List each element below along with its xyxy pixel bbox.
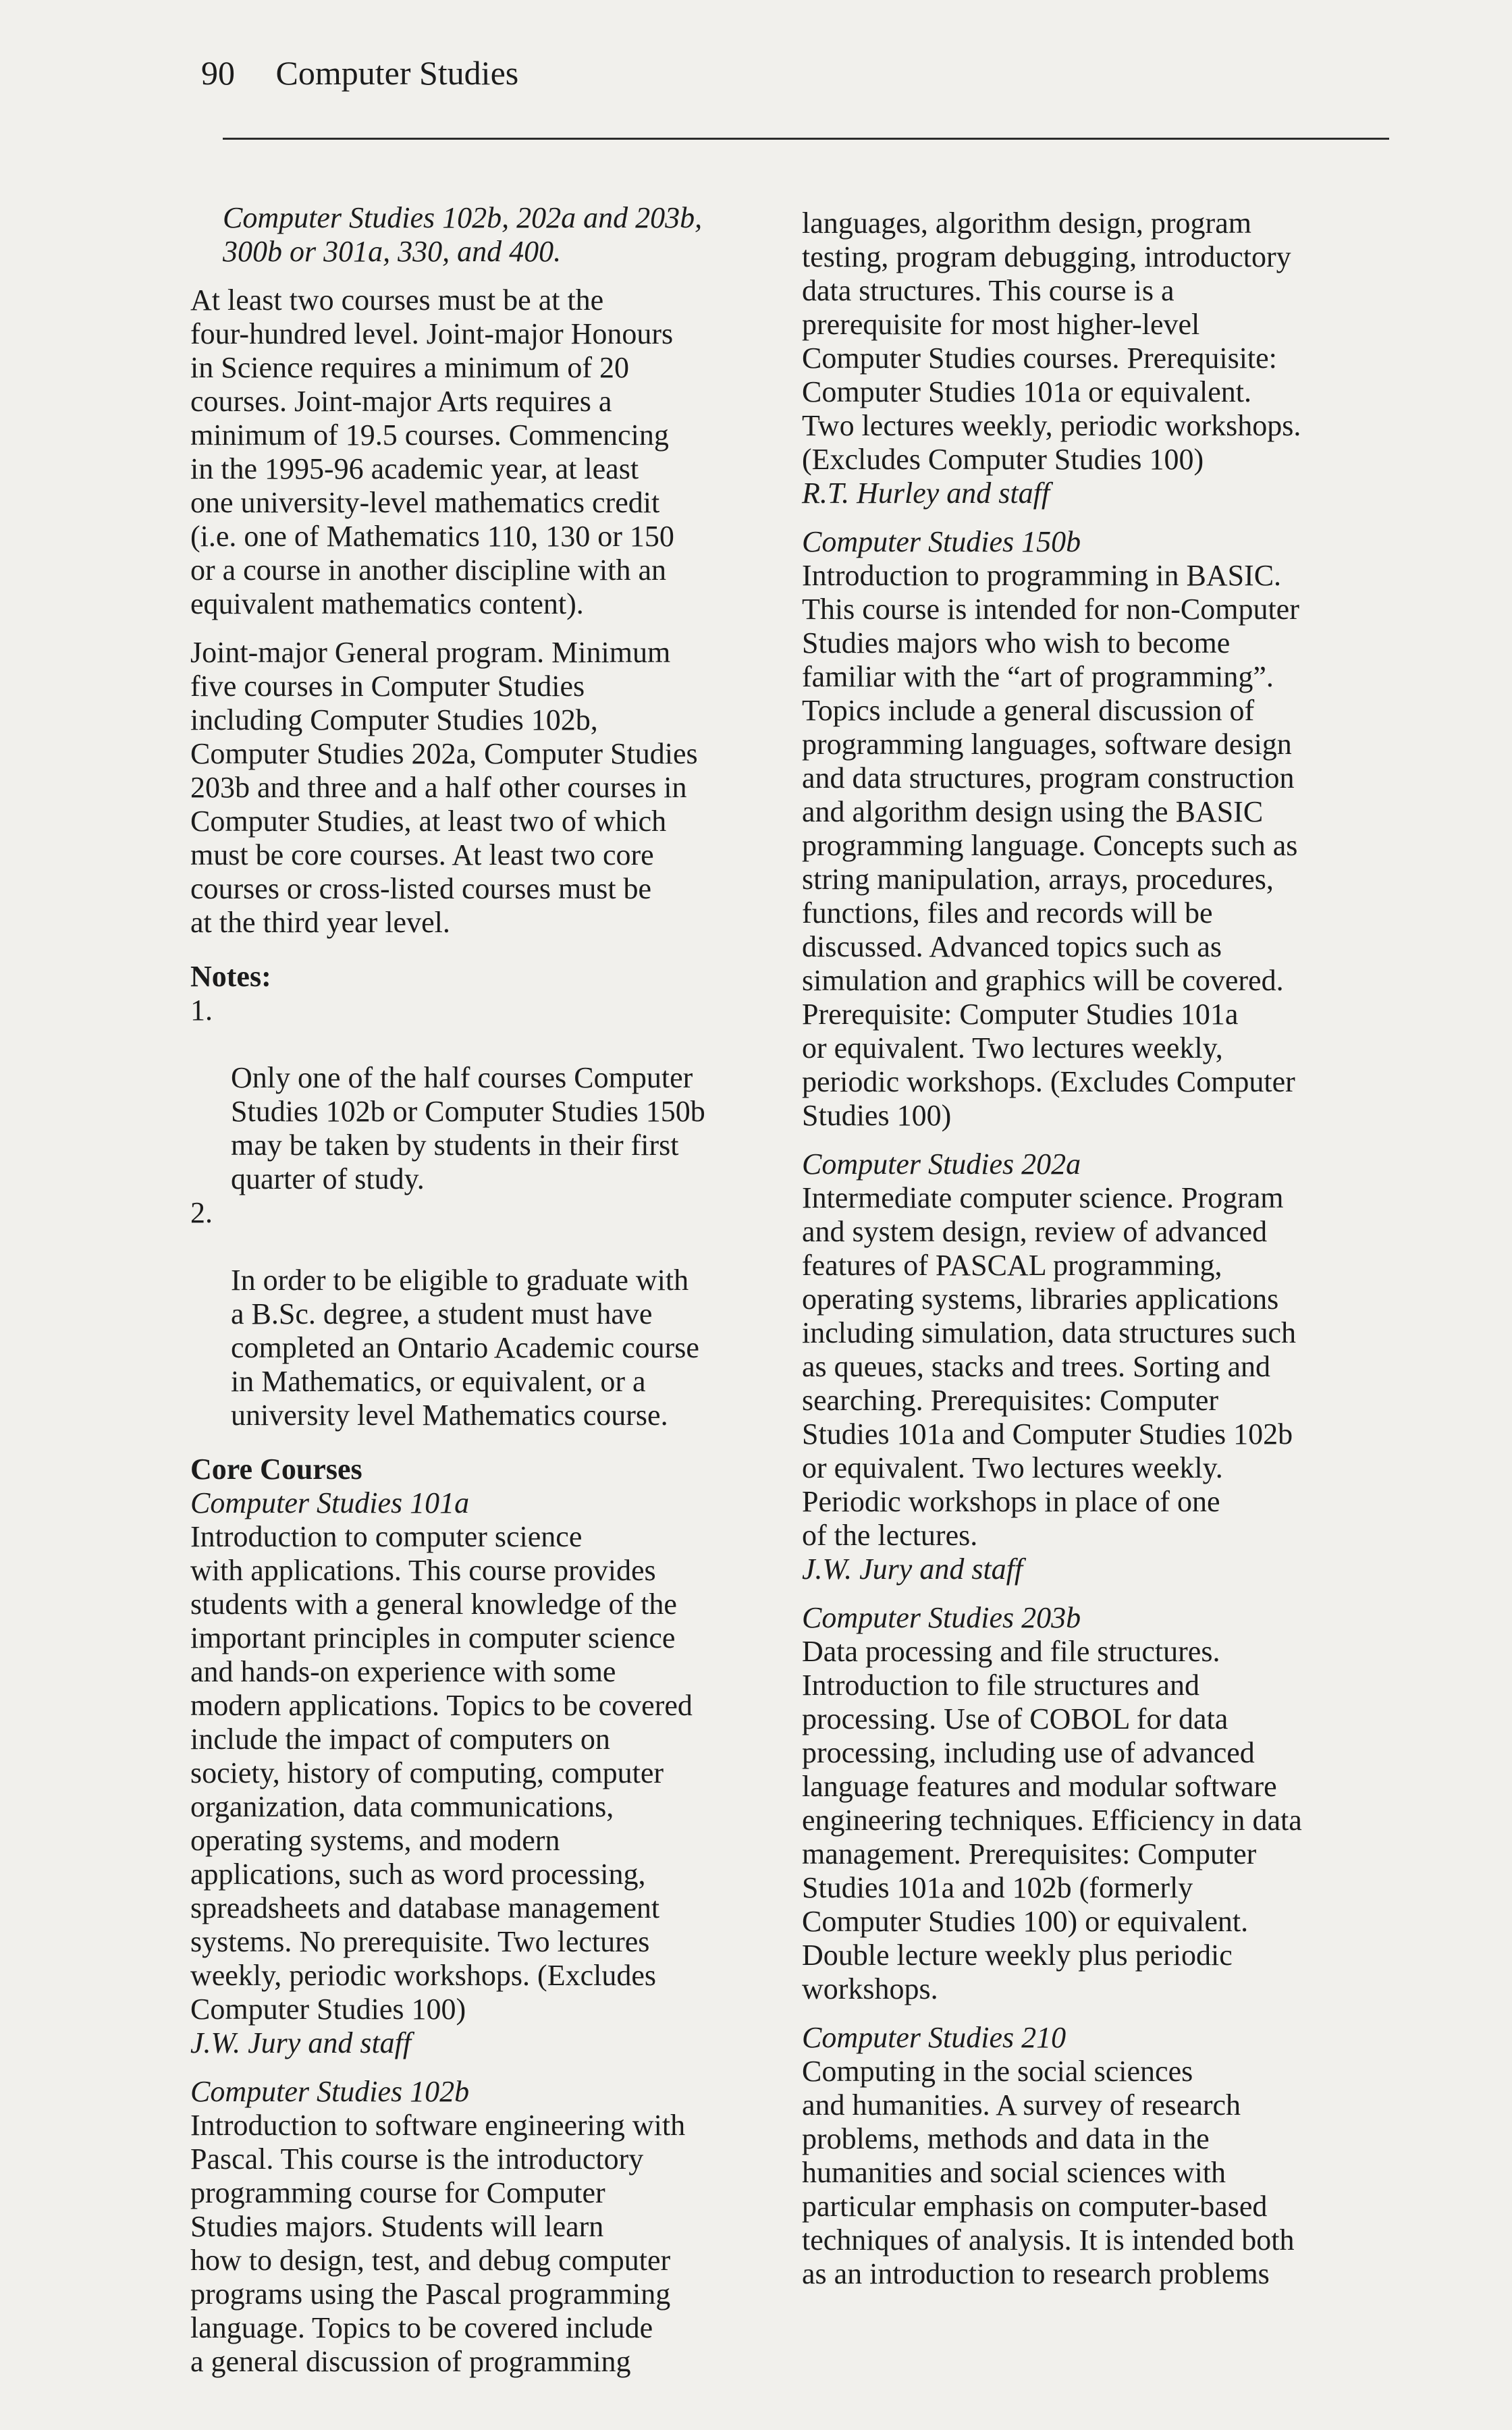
note-item	[190, 1196, 771, 1432]
note-text: In order to be eligible to graduate with a B.Sc. degree, a student must have completed an Ontario Academic course in Mathematics, or equivalent, or a university level Mathematics course.	[231, 1264, 699, 1432]
left-column	[190, 201, 771, 2379]
course-entry-102b	[190, 2075, 771, 2379]
note-item	[190, 994, 771, 1196]
course-title: Computer Studies 101a	[190, 1486, 470, 1519]
general-program-paragraph: Joint-major General program. Minimum five courses in Computer Studies including Computer Studies 102b, Computer Studies 202a, Computer Studies 203b and three and a half other courses in Computer Studies, at least two of which must be core courses. At least two core courses or cross-listed courses must be at the third year level.	[190, 636, 698, 939]
page-number: 90	[201, 54, 235, 92]
course-description: Intermediate computer science. Program and system design, review of advanced features of PASCAL programming, operating systems, libraries applications including simulation, data structures such as queues, stacks and trees. Sorting and searching. Prerequisites: Computer Studies 101a and Computer Studies 102b or equivalent. Two lectures weekly. Periodic workshops in place of one of the lectures.	[802, 1181, 1296, 1552]
course-description: Computing in the social sciences and humanities. A survey of research problems, methods and data in the humanities and social sciences with particular emphasis on computer-based techniques of analysis. It is intended both as an introduction to research problems	[802, 2055, 1295, 2290]
course-entry-203b	[802, 1601, 1382, 2006]
note-number: 1.	[190, 994, 213, 1027]
course-entry-150b	[802, 525, 1382, 1133]
note-number: 2.	[190, 1196, 213, 1229]
page-header	[201, 53, 518, 93]
course-title: Computer Studies 102b	[190, 2075, 470, 2108]
honours-requirements-paragraph: At least two courses must be at the four-hundred level. Joint-major Honours in Science requires a minimum of 20 courses. Joint-major Arts requires a minimum of 19.5 courses. Commencing in the 1995-96 academic year, at least one university-level mathematics credit (i.e. one of Mathematics 110, 130 or 150 or a course in another discipline with an equivalent mathematics content).	[190, 284, 674, 620]
course-description: Introduction to programming in BASIC. This course is intended for non-Computer Studies majors who wish to become familiar with the “art of programming”. Topics include a general discussion of programming languages, software design and data structures, program construction and algorithm design using the BASIC programming language. Concepts such as string manipulation, arrays, procedures, functions, files and records will be discussed. Advanced topics such as simulation and graphics will be covered. Prerequisite: Computer Studies 101a or equivalent. Two lectures weekly, periodic workshops. (Excludes Computer Studies 100)	[802, 559, 1299, 1132]
course-instructor: J.W. Jury and staff	[190, 2026, 412, 2059]
course-entry-101a	[190, 1486, 771, 2060]
core-courses-heading: Core Courses	[190, 1453, 362, 1486]
course-entry-202a	[802, 1148, 1382, 1586]
running-title: Computer Studies	[275, 54, 519, 92]
course-description: Introduction to software engineering with Pascal. This course is the introductory programming course for Computer Studies majors. Students will learn how to design, test, and debug computer programs using the Pascal programming language. Topics to be covered include a general discussion of programming	[190, 2109, 686, 2378]
course-title: Computer Studies 202a	[802, 1148, 1081, 1181]
course-entry-102b-continued	[802, 207, 1382, 510]
notes-heading: Notes:	[190, 960, 271, 993]
course-instructor: R.T. Hurley and staff	[802, 477, 1050, 510]
course-description: Introduction to computer science with applications. This course provides students with a general knowledge of the important principles in computer science and hands-on experience with some modern applications. Topics to be covered include the impact of computers on society, history of computing, computer organization, data communications, operating systems, and modern applications, such as word processing, spreadsheets and database management systems. No prerequisite. Two lectures weekly, periodic workshops. (Excludes Computer Studies 100)	[190, 1520, 693, 2026]
course-description: languages, algorithm design, program testing, program debugging, introductory data structures. This course is a prerequisite for most higher-level Computer Studies courses. Prerequisite: Computer Studies 101a or equivalent. Two lectures weekly, periodic workshops. (Excludes Computer Studies 100)	[802, 207, 1301, 476]
note-text: Only one of the half courses Computer Studies 102b or Computer Studies 150b may be taken by students in their first quarter of study.	[231, 1061, 705, 1195]
course-title: Computer Studies 203b	[802, 1601, 1081, 1634]
course-instructor: J.W. Jury and staff	[802, 1552, 1023, 1586]
notes-list	[190, 994, 771, 1432]
header-rule	[223, 138, 1389, 140]
course-entry-210	[802, 2021, 1382, 2291]
required-courses-line: Computer Studies 102b, 202a and 203b, 300b or 301a, 330, and 400.	[223, 201, 703, 268]
course-title: Computer Studies 210	[802, 2021, 1066, 2054]
right-column	[802, 207, 1382, 2291]
course-description: Data processing and file structures. Introduction to file structures and processing. Use of COBOL for data processing, including use of advanced language features and modular software engineering techniques. Efficiency in data management. Prerequisites: Computer Studies 101a and 102b (formerly Computer Studies 100) or equivalent. Double lecture weekly plus periodic workshops.	[802, 1635, 1302, 2005]
course-title: Computer Studies 150b	[802, 525, 1081, 558]
